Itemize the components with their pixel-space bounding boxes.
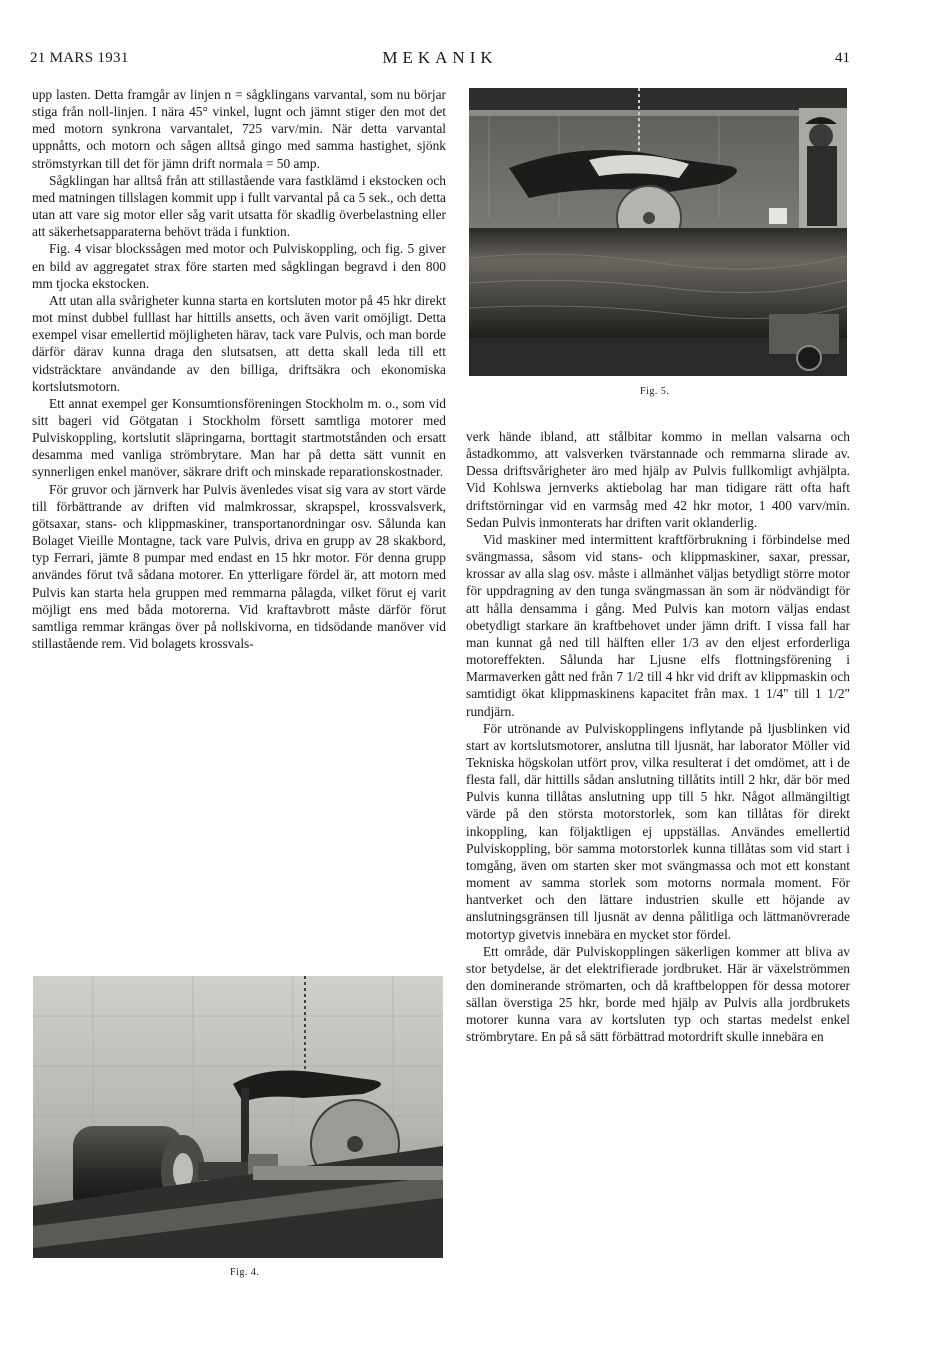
page-number: 41 — [835, 50, 850, 66]
paragraph: upp lasten. Detta framgår av linjen n = sågklingans varvantal, som nu börjar stiga från noll-linjen. I nära 45° vinkel, lugnt och jämnt stiger den mot det med motorn synkrona varvantalet, 725 varv/min. När detta varvantal uppnåtts, och motorn och sågen alltså gingo med samma hastighet, sjönk strömstyrkan till det för jämn drift normala = 50 amp. — [32, 87, 446, 171]
issue-date: 21 MARS 1931 — [30, 50, 129, 66]
right-text-column — [466, 428, 850, 1046]
fig5-caption: Fig. 5. — [640, 386, 670, 397]
paragraph: Ett område, där Pulviskopplingen säkerligen kommer att bliva av stor betydelse, är det elektrifierade jordbruket. Här är växelströmmen den dominerande strömarten, och då kraftbeloppen för dessa motorer sällan överstiga 25 hkr, borde med hjälp av Pulvis alla jordbrukets motorer kunna vara av kortsluten typ och startas medelst enkel strömbrytare. En på så sätt förbättrad motordrift skulle innebära en — [466, 943, 850, 1045]
fig4-photo-blocksaw-motor — [33, 976, 443, 1258]
fig4-caption: Fig. 4. — [230, 1267, 260, 1278]
journal-title: MEKANIK — [382, 48, 498, 67]
paragraph: Att utan alla svårigheter kunna starta en kortsluten motor på 45 hkr direkt mot minst dubbel fulllast har hittills ansetts, och även varit omöjligt. Detta exempel visar emellertid möjligheten härav, tack vare Pulvis, och man borde därför därav kunna draga den slutsatsen, att detta skall leda till ett vidsträcktare användande av den billiga, driftsäkra och ekonomiska kortslutsmotorn. — [32, 292, 446, 394]
paragraph: verk hände ibland, att stålbitar kommo in mellan valsarna och åstadkommo, att valsverken tvärstannade och remmarna slirade av. Dessa driftsvårigheter äro med hjälp av Pulvis fullkomligt avhjälpta. Vid Kohlswa jernverks aktiebolag har man tidigare rätt ofta haft driftstörningar vid en varmsåg med 42 hkr motor, 1 400 varv/min. Sedan Pulvis inmonterats har driften varit oklanderlig. — [466, 429, 850, 530]
page-header — [30, 50, 850, 70]
fig5-photo-illustration — [469, 88, 847, 376]
left-text-column — [32, 86, 446, 652]
paragraph: Ett annat exempel ger Konsumtionsföreningen Stockholm m. o., som vid sitt bageri vid Götgatan i Stockholm försett samtliga motorer med Pulviskoppling, kortslutit släpringarna, borttagit startmotstånden och ersatt desamma med vanliga strömbrytare. Man har på detta sätt vunnit en synnerligen enkel manöver, säkrare drift och minskade reparationskostnader. — [32, 395, 446, 480]
fig5-photo-sawmill-log — [469, 88, 847, 376]
fig4-photo-illustration — [33, 976, 443, 1258]
paragraph: Fig. 4 visar blockssågen med motor och Pulviskoppling, och fig. 5 giver en bild av aggregatet strax före starten med sågklingan begravd i den 800 mm tjocka ekstocken. — [32, 241, 446, 291]
paragraph: Sågklingan har alltså från att stillastående vara fastklämd i ekstocken och med matningen tillslagen kommit upp i fullt varvantal på ca 5 sek., och detta utan att vare sig motor eller såg varit utsatta för skadlig överbelastning eller att säkerhetsapparaterna behövt träda i funktion. — [32, 172, 446, 240]
paragraph: För utrönande av Pulviskopplingens inflytande på ljusblinken vid start av kortslutsmotorer, anslutna till ljusnät, har laborator Möller vid Tekniska högskolan utfört prov, vilka resulterat i det omdömet, att i de flesta fall, där hittills sådan anslutning tillåtits intill 2 hkr, där bör med Pulvis kunna tillåtas anslutning upp till 5 hkr. Något allmängiltigt värde på den största motorstorlek, som kan tillåtas för direkt inkoppling, kan följaktligen ej uppställas. Användes emellertid Pulviskoppling, bör samma motorstorlek kunna tillåtas som vid start i tomgång, även om starten sker mot svängmassa och mot ett konstant moment av samma storlek som motorns normala moment. För hantverket och den lättare industrien skulle ett höjande av anslutningsgränsen till ljusnät av denna pålitliga och lättmanövrerade motortyp givetvis innebära en mycket stor fördel. — [466, 720, 850, 942]
paragraph: Vid maskiner med intermittent kraftförbrukning i förbindelse med svängmassa, såsom vid stans- och klippmaskiner, saxar, pressar, krossar av alla slag osv. måste i allmänhet väljas betydligt större motor för uppdragning av den tunga svängmassan än som är nödvändigt för att hålla densamma i gång. Med Pulvis kan motorn väljas endast obetydligt starkare än kraftbehovet under jämn drift. I vissa fall har man kunnat gå ned till hälften eller 1/3 av den eljest erforderliga motoreffekten. Sålunda har Ljusne elfs flottningsförening i Marmaverken gått ned från 7 1/2 till 4 hkr vid drift av klippmaskin och samtidigt ökat klippmaskinens kapacitet från max. 1 1/4" till 1 1/2" rundjärn. — [466, 531, 850, 719]
paragraph: För gruvor och järnverk har Pulvis ävenledes visat sig vara av stort värde till förbättrande av driften vid malmkrossar, skrapspel, krossvalsverk, götsaxar, stans- och klippmaskiner, transportanordningar osv. Sålunda kan Bolaget Vieille Montagne, tack vare Pulvis, driva en grupp av 28 skakbord, typ Ferrari, jämte 8 pumpar med endast en 15 hkr motor. För denna grupp användes förut två sådana motorer. En ytterligare fördel är, att motorn med Pulvis kan starta hela gruppen med remmarna pålagda, vilket förut ej varit möjligt ens med båda motorerna. Vid kraftavbrott måste därför förut samtliga remmar krängas över på nollskivorna, en tidsödande manöver vid stillastående rem. Vid bolagets krossvals- — [32, 481, 446, 651]
